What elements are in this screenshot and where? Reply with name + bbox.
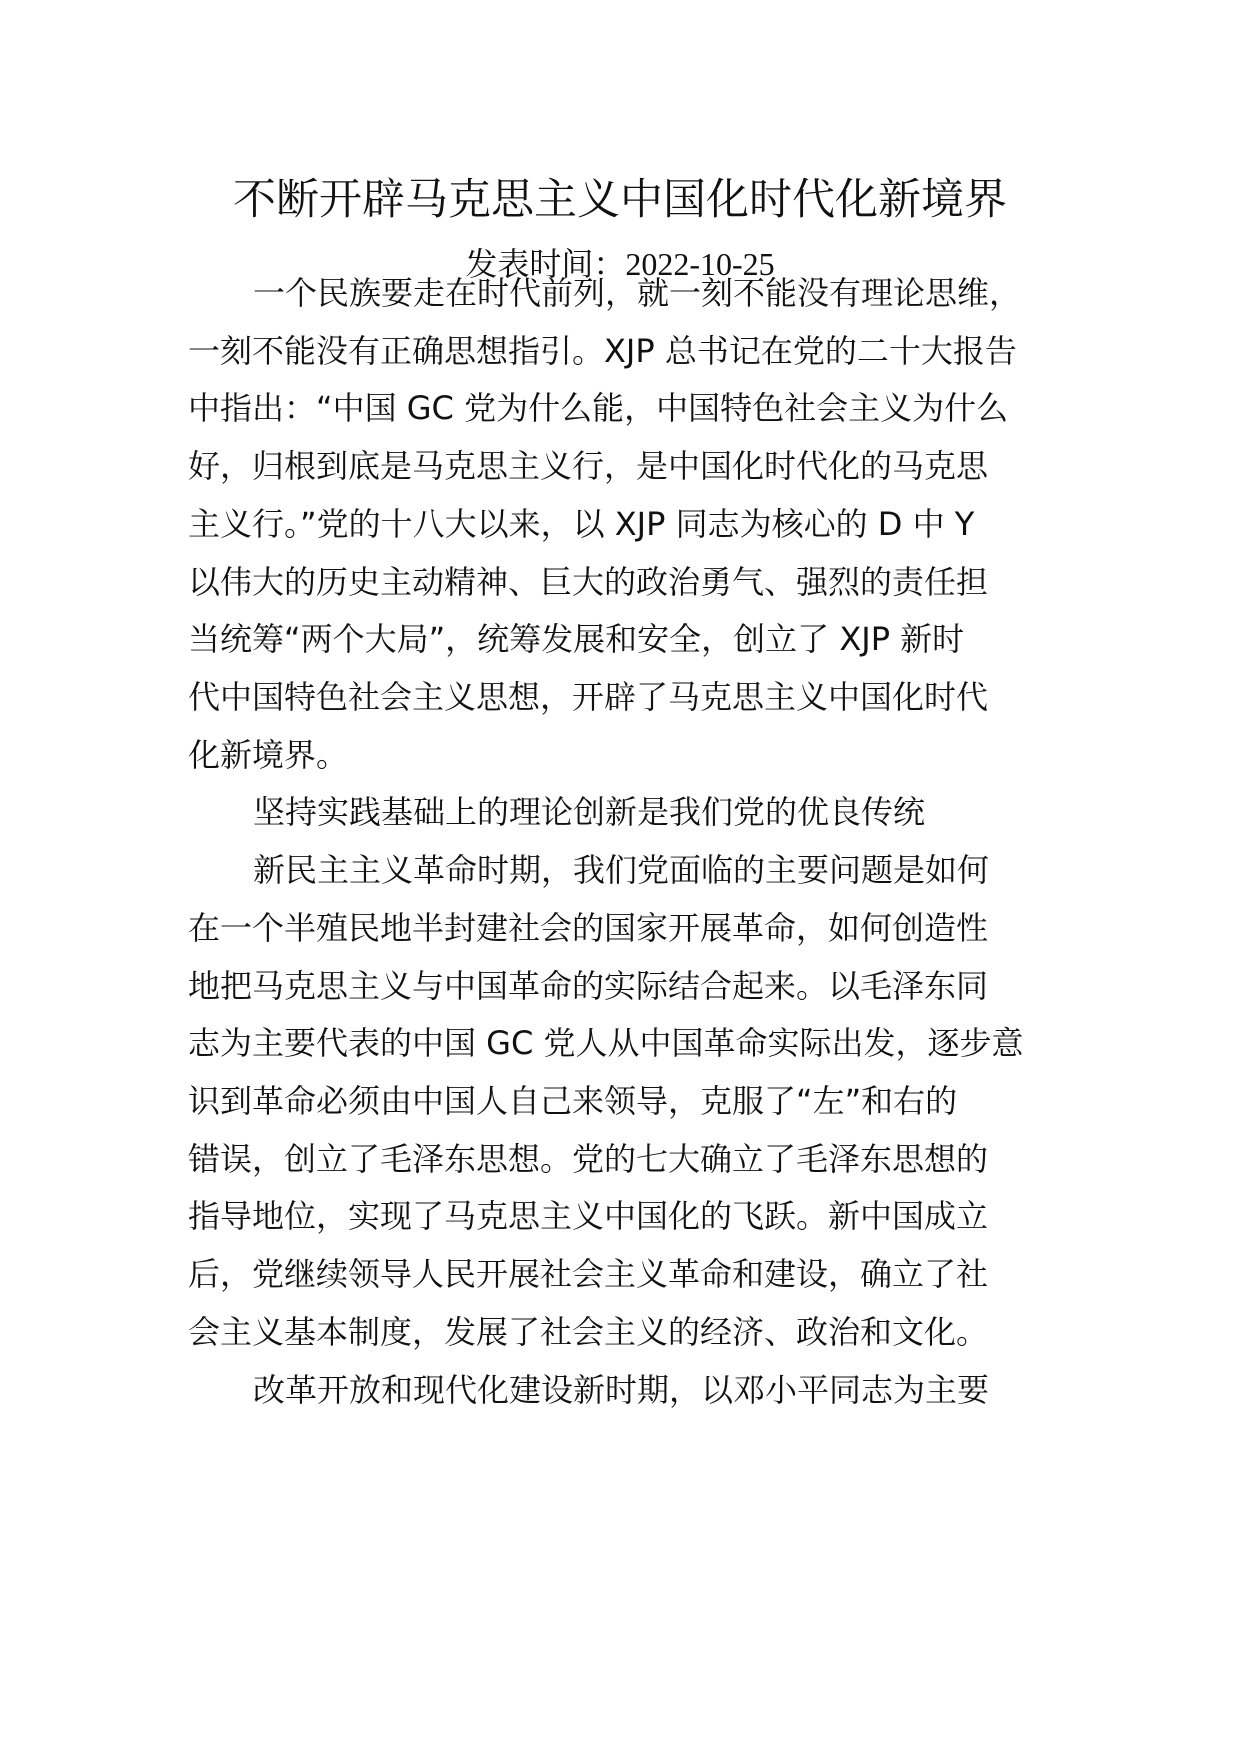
text-line: 主义行。”党的十八大以来，以 XJP 同志为核心的 D 中 Y [188, 505, 975, 543]
text-line: 在一个半殖民地半封建社会的国家开展革命，如何创造性 [188, 909, 989, 947]
text-line: 一刻不能没有正确思想指引。XJP 总书记在党的二十大报告 [188, 332, 1017, 370]
text-line: 识到革命必须由中国人自己来领导，克服了“左”和右的 [188, 1082, 958, 1120]
text-line: 中指出：“中国 GC 党为什么能，中国特色社会主义为什么 [188, 389, 1009, 427]
text-line: 指导地位，实现了马克思主义中国化的飞跃。新中国成立 [188, 1197, 989, 1235]
publish-date-label: 发表时间： [465, 245, 626, 283]
text-line: 新民主主义革命时期，我们党面临的主要问题是如何 [253, 851, 990, 889]
text-line: 以伟大的历史主动精神、巨大的政治勇气、强烈的责任担 [188, 563, 989, 601]
text-line: 一个民族要走在时代前列，就一刻不能没有理论思维， [253, 274, 1022, 312]
text-line: 错误，创立了毛泽东思想。党的七大确立了毛泽东思想的 [188, 1140, 989, 1178]
document-title: 不断开辟马克思主义中国化时代化新境界 [233, 175, 1007, 225]
text-line: 地把马克思主义与中国革命的实际结合起来。以毛泽东同 [188, 967, 989, 1005]
text-line: 化新境界。 [188, 736, 349, 774]
text-line: 好，归根到底是马克思主义行，是中国化时代化的马克思 [188, 447, 989, 485]
text-line: 当统筹“两个大局”，统筹发展和安全，创立了 XJP 新时 [188, 620, 965, 658]
text-line: 代中国特色社会主义思想，开辟了马克思主义中国化时代 [188, 678, 989, 716]
publish-date-value: 2022-10-25 [625, 246, 775, 282]
text-line: 后，党继续领导人民开展社会主义革命和建设，确立了社 [188, 1255, 989, 1293]
text-line: 会主义基本制度，发展了社会主义的经济、政治和文化。 [188, 1313, 989, 1351]
section-heading: 坚持实践基础上的理论创新是我们党的优良传统 [253, 793, 926, 831]
text-line: 志为主要代表的中国 GC 党人从中国革命实际出发，逐步意 [188, 1024, 1024, 1062]
text-line: 改革开放和现代化建设新时期，以邓小平同志为主要 [253, 1371, 990, 1409]
